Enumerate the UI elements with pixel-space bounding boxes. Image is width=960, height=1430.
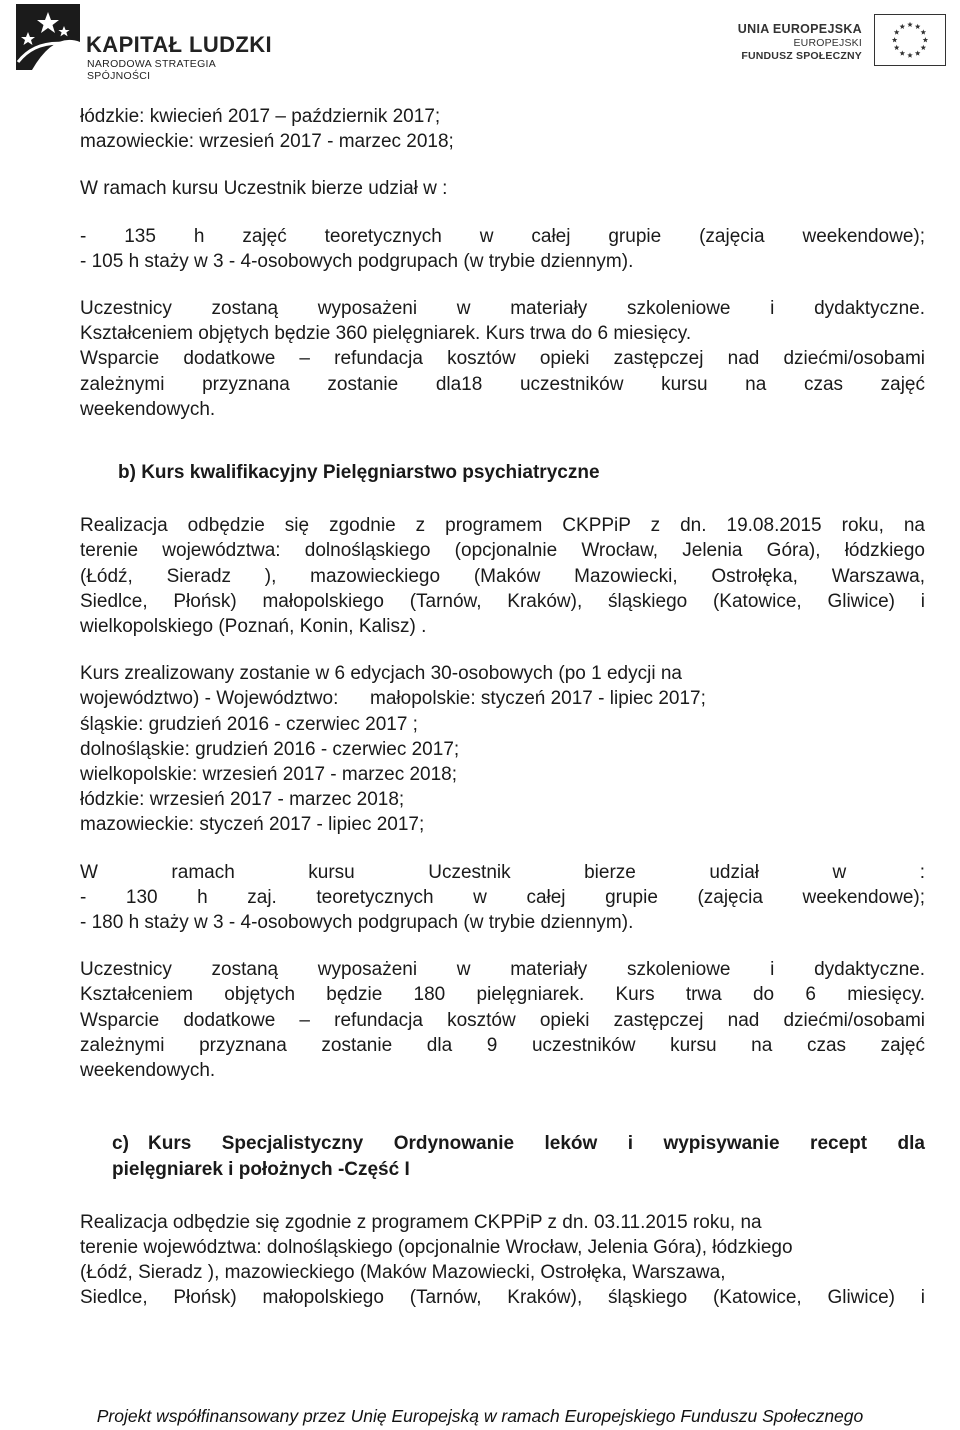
participants-line: Kształceniem objętych będzie 180 pielęgniarek. Kurs trwa do 6 miesięcy. bbox=[80, 984, 925, 1006]
eu-star-icon bbox=[907, 53, 912, 58]
realization-line: Siedlce, Płońsk) małopolskiego (Tarnów, Kraków), śląskiego (Katowice, Gliwice) i bbox=[80, 1287, 925, 1309]
editions-line: łódzkie: wrzesień 2017 - marzec 2018; bbox=[80, 789, 405, 811]
participation-intro: W ramach kursu Uczestnik bierze udział w : bbox=[80, 178, 448, 200]
eu-fund-label-2: FUNDUSZ SPOŁECZNY bbox=[741, 50, 862, 62]
support-line: Wsparcie dodatkowe – refundacja kosztów opieki zastępczej nad dziećmi/osobami bbox=[80, 1009, 925, 1031]
kapital-ludzki-subtitle: NARODOWA STRATEGIA SPÓJNOŚCI bbox=[87, 58, 216, 82]
editions-line: dolnośląskie: grudzień 2016 - czerwiec 2017; bbox=[80, 738, 460, 760]
materials-line: Uczestnicy zostaną wyposażeni w materiały szkoleniowe i dydaktyczne. bbox=[80, 959, 925, 981]
support-line: weekendowych. bbox=[80, 398, 216, 420]
support-line: zależnymi przyznana zostanie dla18 uczestników kursu na czas zajęć bbox=[80, 373, 925, 395]
editions-line: województwo) - Województwo: małopolskie: styczeń 2017 - lipiec 2017; bbox=[80, 688, 706, 710]
eu-flag-icon bbox=[874, 14, 946, 66]
participation-intro: W ramach kursu Uczestnik bierze udział w : bbox=[80, 861, 925, 883]
realization-line: terenie województwa: dolnośląskiego (opcjonalnie Wrocław, Jelenia Góra), łódzkiego bbox=[80, 1236, 793, 1258]
schedule-line: mazowieckie: wrzesień 2017 - marzec 2018; bbox=[80, 131, 454, 153]
eu-star-icon bbox=[923, 37, 928, 42]
eu-star-icon bbox=[900, 50, 905, 55]
eu-star-icon bbox=[915, 50, 920, 55]
eu-star-icon bbox=[921, 45, 926, 50]
realization-line: (Łódź, Sieradz ), mazowieckiego (Maków Mazowiecki, Ostrołęka, Warszawa, bbox=[80, 1262, 726, 1284]
page-header bbox=[0, 0, 960, 80]
editions-line: śląskie: grudzień 2016 - czerwiec 2017 ; bbox=[80, 713, 418, 735]
section-c-label: c) bbox=[112, 1133, 129, 1155]
section-c-heading-line2: pielęgniarek i położnych -Część I bbox=[112, 1158, 410, 1180]
participants-line: Kształceniem objętych będzie 360 pielęgniarek. Kurs trwa do 6 miesięcy. bbox=[80, 323, 692, 345]
section-c-heading-line1: Kurs Specjalistyczny Ordynowanie leków i wypisywanie recept dla bbox=[148, 1133, 925, 1155]
eu-star-icon bbox=[921, 29, 926, 34]
section-c-heading bbox=[80, 1131, 925, 1181]
hours-theory: - 130 h zaj. teoretycznych w całej grupie (zajęcia weekendowe); bbox=[80, 886, 925, 908]
hours-internship: - 105 h staży w 3 - 4-osobowych podgrupach (w trybie dziennym). bbox=[80, 250, 634, 272]
eu-star-icon bbox=[915, 24, 920, 29]
realization-line: Realizacja odbędzie się zgodnie z programem CKPPiP z dn. 19.08.2015 roku, na bbox=[80, 515, 925, 537]
eu-star-icon bbox=[900, 24, 905, 29]
eu-star-icon bbox=[894, 45, 899, 50]
schedule-line: łódzkie: kwiecień 2017 – październik 2017; bbox=[80, 106, 441, 127]
kapital-ludzki-logo bbox=[14, 2, 274, 82]
hours-internship: - 180 h staży w 3 - 4-osobowych podgrupach (w trybie dziennym). bbox=[80, 912, 634, 934]
realization-line: terenie województwa: dolnośląskiego (opcjonalnie Wrocław, Jelenia Góra), łódzkiego bbox=[80, 540, 925, 562]
section-b-heading: b) Kurs kwalifikacyjny Pielęgniarstwo psychiatryczne bbox=[118, 462, 600, 484]
realization-line: wielkopolskiego (Poznań, Konin, Kalisz) . bbox=[80, 616, 427, 638]
eu-star-icon bbox=[894, 29, 899, 34]
eu-star-icon bbox=[907, 22, 912, 27]
eu-logo-text bbox=[738, 22, 862, 62]
eu-star-icon bbox=[892, 37, 897, 42]
eu-fund-label-1: EUROPEJSKI bbox=[793, 37, 862, 49]
support-line: zależnymi przyznana zostanie dla 9 uczestników kursu na czas zajęć bbox=[80, 1034, 925, 1056]
support-line: Wsparcie dodatkowe – refundacja kosztów opieki zastępczej nad dziećmi/osobami bbox=[80, 348, 925, 370]
page-footer: Projekt współfinansowany przez Unię Europejską w ramach Europejskiego Funduszu Społecznego bbox=[96, 1406, 864, 1426]
realization-line: Realizacja odbędzie się zgodnie z programem CKPPiP z dn. 03.11.2015 roku, na bbox=[80, 1211, 762, 1233]
support-line: weekendowych. bbox=[80, 1060, 216, 1082]
editions-line: mazowieckie: styczeń 2017 - lipiec 2017; bbox=[80, 814, 425, 836]
realization-line: (Łódź, Sieradz ), mazowieckiego (Maków Mazowiecki, Ostrołęka, Warszawa, bbox=[80, 565, 925, 587]
document-body bbox=[80, 104, 925, 1311]
realization-line: Siedlce, Płońsk) małopolskiego (Tarnów, Kraków), śląskiego (Katowice, Gliwice) i bbox=[80, 590, 925, 612]
kapital-ludzki-title: KAPITAŁ LUDZKI bbox=[86, 32, 273, 57]
kapital-ludzki-emblem-icon bbox=[14, 2, 82, 72]
hours-theory: - 135 h zajęć teoretycznych w całej grupie (zajęcia weekendowe); bbox=[80, 225, 925, 247]
editions-line: wielkopolskie: wrzesień 2017 - marzec 2018; bbox=[80, 764, 458, 786]
eu-union-label: UNIA EUROPEJSKA bbox=[737, 22, 862, 36]
materials-line: Uczestnicy zostaną wyposażeni w materiały szkoleniowe i dydaktyczne. bbox=[80, 298, 925, 320]
editions-line: Kurs zrealizowany zostanie w 6 edycjach 30-osobowych (po 1 edycji na bbox=[80, 663, 682, 685]
